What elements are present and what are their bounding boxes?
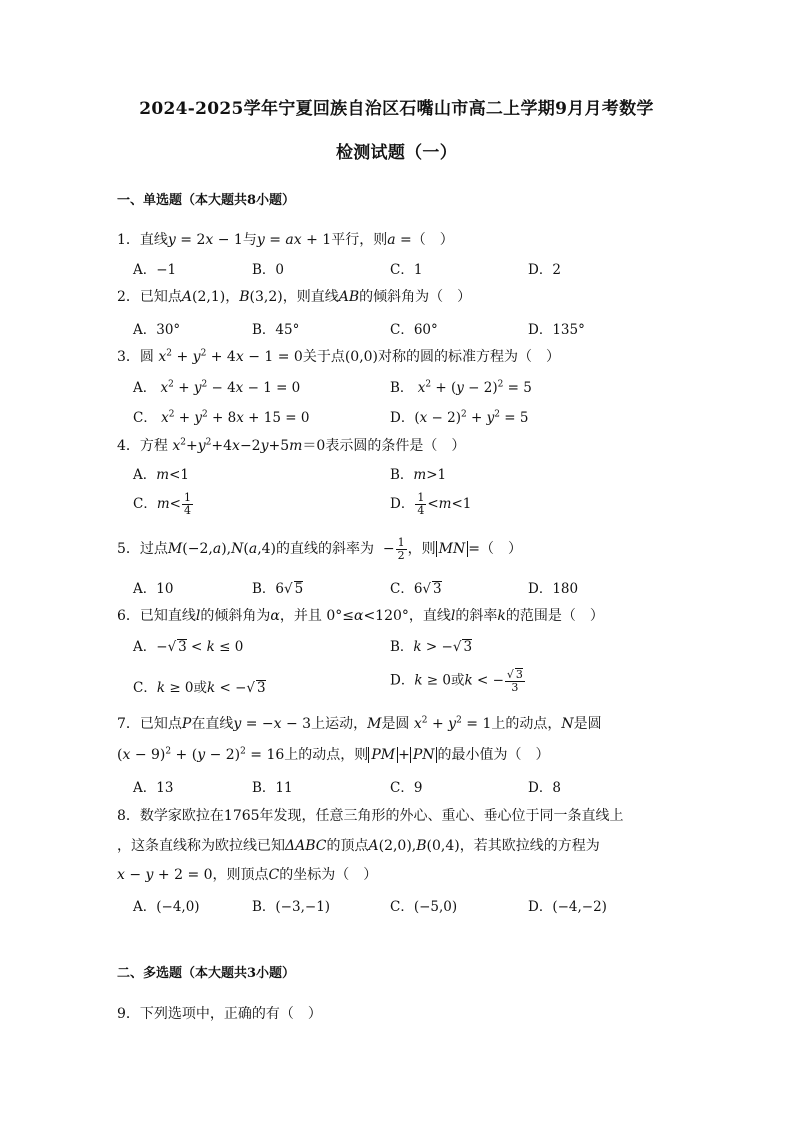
question-4: 4．方程 $x^2+y^2+4x-2y+5m=0$表示圆的条件是（ ） xyxy=(117,437,466,454)
q7-option-a: A．13 xyxy=(133,780,174,796)
q4-option-a: A．m<1 xyxy=(133,467,189,483)
q6-option-d: D．k ≥ 0或k < − $\frac{√ 3}{3}$ xyxy=(390,668,523,695)
document-title: 2024-2025学年宁夏回族自治区石嘴山市高二上学期9月月考数学 xyxy=(139,99,654,119)
q1-option-b: B．0 xyxy=(252,262,285,278)
q1-option-c: C．1 xyxy=(390,262,423,278)
q3-option-d: D．$(x - 2)^2 + y^2 = 5$ xyxy=(390,409,529,426)
q7-option-c: C．9 xyxy=(390,780,423,796)
question-6: 6．已知直线l的倾斜角为α，并且 0°≤α<120°，直线l的斜率k的范围是（ ） xyxy=(117,608,604,624)
q8-option-a: A．(−4,0) xyxy=(133,899,200,915)
q5-option-d: D．180 xyxy=(528,581,579,597)
question-9: 9．下列选项中，正确的有（ ） xyxy=(117,1006,322,1022)
question-8-line-1: 8．数学家欧拉在1765年发现，任意三角形的外心、重心、垂心位于同一条直线上 xyxy=(117,808,624,824)
question-7-line-1: 7．已知点P在直线y = −x − 3上运动，M是圆 $x^2 + y^2 = 1$上的动点，N是圆 xyxy=(117,715,602,732)
question-1: 1．直线y = 2x − 1与y = ax + 1平行，则a =（ ） xyxy=(117,232,454,248)
q8-option-d: D．(−4,−2) xyxy=(528,899,607,915)
q5-option-c: C．6√ 3 xyxy=(390,581,442,597)
q2-option-d: D．135° xyxy=(528,322,585,338)
q2-option-c: C．60° xyxy=(390,322,438,338)
q2-option-a: A．30° xyxy=(133,322,181,338)
q5-option-a: A．10 xyxy=(133,581,174,597)
q7-option-d: D．8 xyxy=(528,780,561,796)
q5-option-b: B．6√ 5 xyxy=(252,581,304,597)
question-8-line-3: x − y + 2 = 0，则顶点C的坐标为（ ） xyxy=(117,867,378,883)
q2-option-b: B．45° xyxy=(252,322,300,338)
q3-option-a: A． $x^2 + y^2 - 4x - 1 = 0$ xyxy=(133,379,301,396)
q8-option-b: B．(−3,−1) xyxy=(252,899,331,915)
question-8-line-2: ，这条直线称为欧拉线已知ΔABC的顶点A(2,0),B(0,4)，若其欧拉线的方程为 xyxy=(117,838,600,854)
q6-option-b: B．k > −√ 3 xyxy=(390,639,473,655)
q1-option-a: A．−1 xyxy=(133,262,177,278)
document-subtitle: 检测试题（一） xyxy=(335,143,458,163)
q8-option-c: C．(−5,0) xyxy=(390,899,458,915)
question-5: 5．过点M(−2,a),N(a,4)的直线的斜率为 − $\frac{1}{2}$ ，则 MN =（ ） xyxy=(117,536,522,562)
q3-option-b: B． $x^2 + (y - 2)^2 = 5$ xyxy=(390,379,532,396)
q4-option-b: B．m>1 xyxy=(390,467,447,483)
q6-option-c: C．k ≥ 0或k < −√ 3 xyxy=(133,680,266,696)
q6-option-a: A．−√ 3 < k ≤ 0 xyxy=(133,639,244,655)
question-2: 2．已知点A(2,1)，B(3,2)，则直线AB的倾斜角为（ ） xyxy=(117,289,472,305)
section-heading-multiple-choice: 二、多选题（本大题共3小题） xyxy=(117,966,296,981)
q7-option-b: B．11 xyxy=(252,780,293,796)
q1-option-d: D．2 xyxy=(528,262,561,278)
q4-option-d: D． $\frac{1}{4}$ <m<1 xyxy=(390,491,472,517)
q4-option-c: C．m< $\frac{1}{4}$ xyxy=(133,491,191,517)
section-heading-single-choice: 一、单选题（本大题共8小题） xyxy=(117,193,296,208)
question-7-line-2: $(x - 9)^2 + (y - 2)^2 = 16$上的动点，则 PM + PN 的最小值为（ ） xyxy=(117,746,550,763)
question-3: 3．圆 $x^2 + y^2 + 4x - 1 = 0$关于点(0,0)对称的圆的标准方程为（ ） xyxy=(117,348,561,365)
q3-option-c: C． $x^2 + y^2 + 8x + 15 = 0$ xyxy=(133,409,310,426)
